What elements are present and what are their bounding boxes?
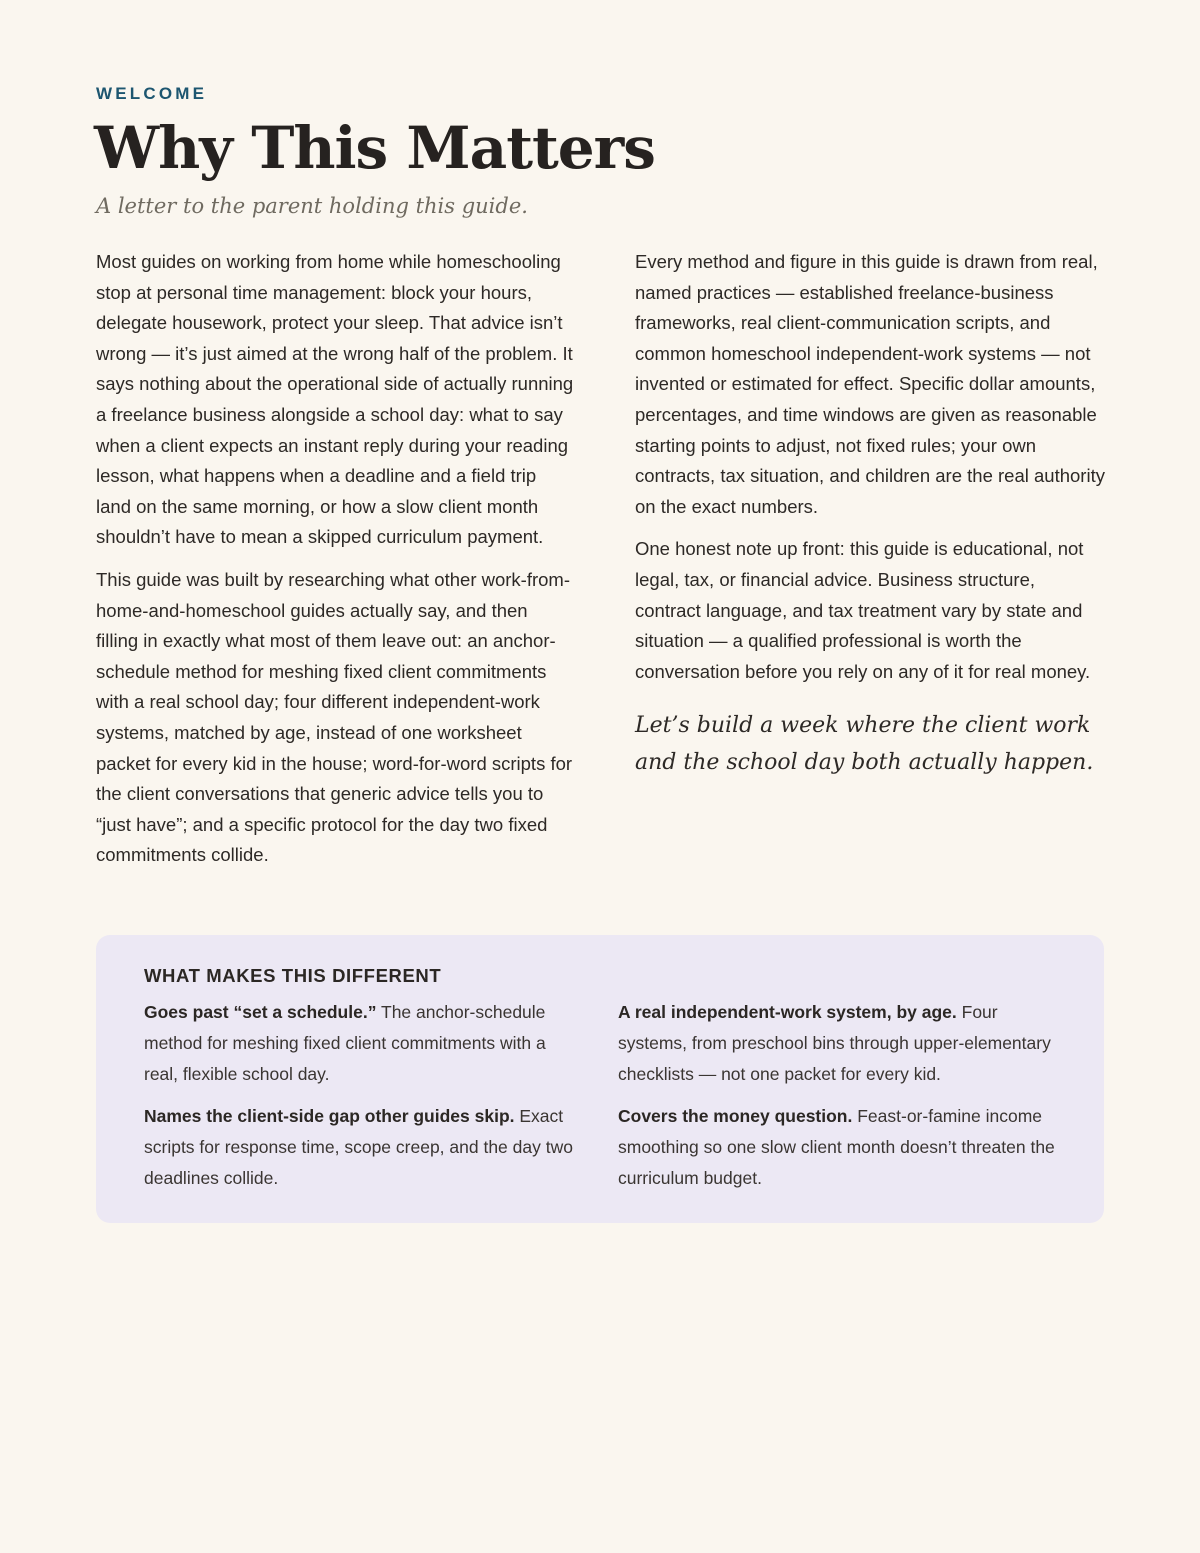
feature-lead: Covers the money question. — [618, 1106, 853, 1126]
letter-paragraph: Every method and figure in this guide is drawn from real, named practices — established freelance-business frameworks, real client-communication scripts, and common homeschool independent-work systems — not invented or estimated for effect. Specific dollar amounts, percentages, and time windows are given as reasonable starting points to adjust, not fixed rules; your own contracts, tax situation, and children are the real authority on the exact numbers. — [635, 251, 1105, 517]
differences-callout — [96, 935, 1104, 1223]
feature-lead: A real independent-work system, by age. — [618, 1002, 957, 1022]
feature-item — [618, 1101, 1064, 1193]
callout-heading: WHAT MAKES THIS DIFFERENT — [144, 965, 442, 986]
feature-item — [144, 997, 582, 1089]
feature-lead: Goes past “set a schedule.” — [144, 1002, 377, 1022]
feature-text: Exact scripts for response time, scope creep, and the day two deadlines collide. — [144, 1106, 573, 1188]
feature-item — [618, 997, 1064, 1089]
feature-text: Four systems, from preschool bins through upper-elementary checklists — not one packet for every kid. — [618, 1002, 1051, 1084]
letter-paragraph: One honest note up front: this guide is educational, not legal, tax, or financial advice. Business structure, contract language, and tax treatment vary by state and situation — a qualified professional is worth the conversation before you rely on any of it for real money. — [635, 538, 1091, 682]
letter-paragraph: This guide was built by researching what other work-from-home-and-homeschool guides actually say, and then filling in exactly what most of them leave out: an anchor-schedule method for meshing fixed client commitments with a real school day; four different independent-work systems, matched by age, instead of one worksheet packet for every kid in the house; word-for-word scripts for the client conversations that generic advice tells you to “just have”; and a specific protocol for the day two fixed commitments collide. — [96, 568, 573, 866]
letter-left-column — [96, 247, 574, 883]
feature-text: The anchor-schedule method for meshing fixed client commitments with a real, flexible school day. — [144, 1002, 546, 1084]
letter-right-column — [635, 247, 1105, 793]
section-eyebrow: WELCOME — [96, 84, 208, 103]
feature-lead: Names the client-side gap other guides skip. — [144, 1106, 515, 1126]
letter-paragraph: Most guides on working from home while homeschooling stop at personal time management: block your hours, delegate housework, protect your sleep. That advice isn’t wrong — it’s just aimed at the wrong half of the problem. It says nothing about the operational side of actually running a freelance business alongside a school day: what to say when a client expects an instant reply during your reading lesson, what happens when a deadline and a field trip land on the same morning, or how a slow client month shouldn’t have to mean a skipped curriculum payment. — [96, 251, 574, 548]
closing-quote: Let’s build a week where the client work and the school day both actually happen. — [635, 713, 1094, 776]
page-subtitle: A letter to the parent holding this guide. — [96, 194, 528, 218]
feature-item — [144, 1101, 582, 1193]
page-title: Why This Matters — [94, 114, 655, 182]
feature-text: Feast-or-famine income smoothing so one slow client month doesn’t threaten the curriculum budget. — [618, 1106, 1055, 1188]
